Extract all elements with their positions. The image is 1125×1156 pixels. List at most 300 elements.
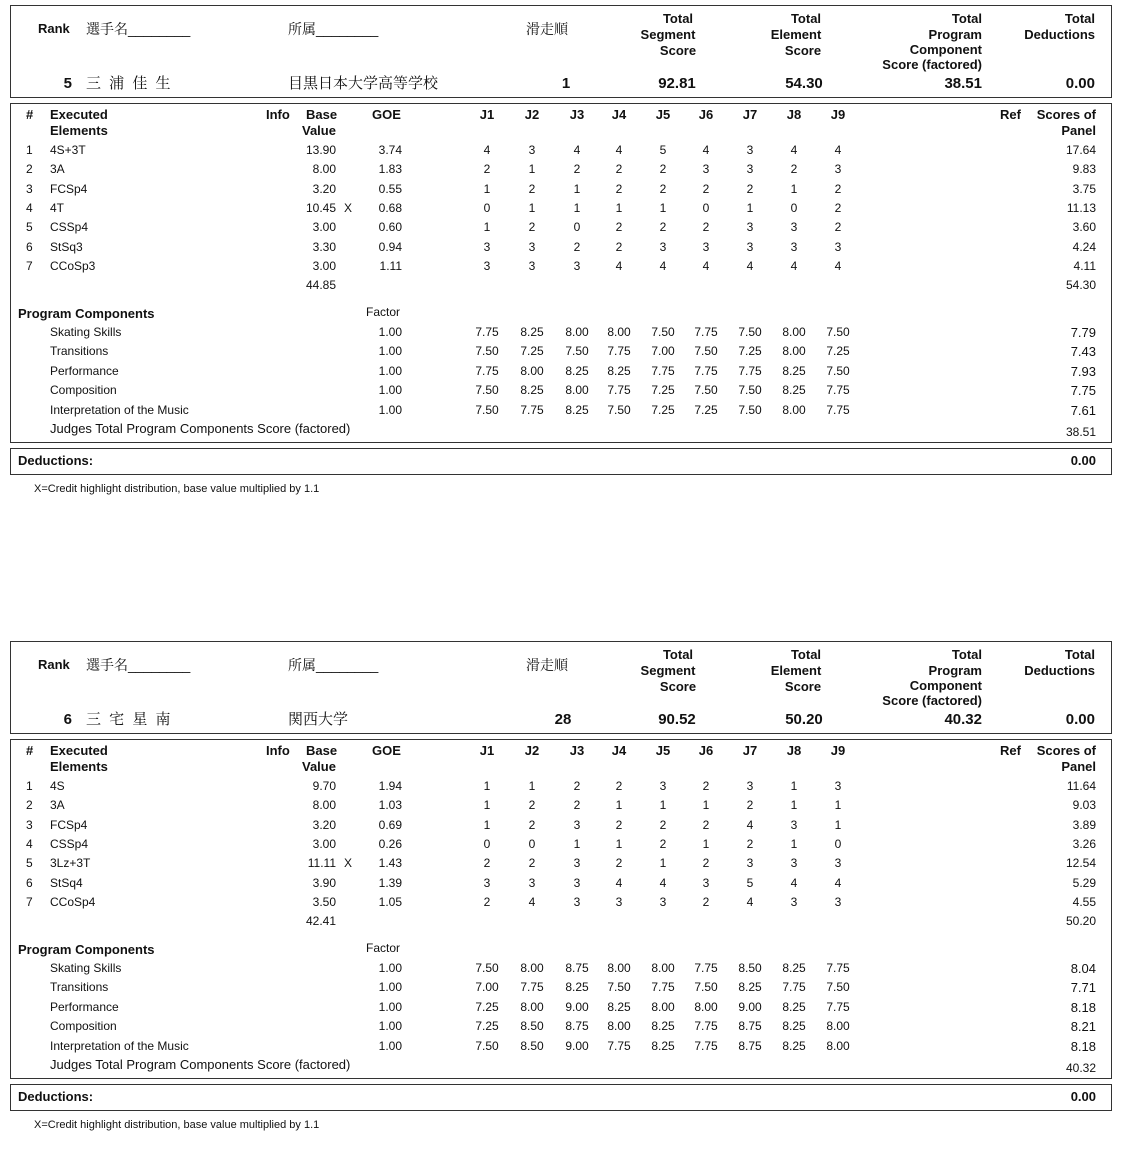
component-judge-score-j2: 7.75: [520, 980, 544, 995]
component-factor: 1.00: [378, 363, 402, 378]
element-judge-score-j4: 1: [615, 836, 623, 851]
element-number: 4: [26, 836, 33, 851]
element-judge-score-j7: 3: [746, 779, 754, 793]
col-panel-2: Panel: [1061, 123, 1096, 138]
elements-total: 54.30: [1065, 278, 1096, 292]
component-judge-score-j6: 8.00: [694, 999, 718, 1014]
component-judge-score-j9: 7.50: [826, 325, 850, 339]
element-judge-score-j9: 2: [834, 220, 842, 235]
element-judge-score-j6: 3: [702, 875, 710, 890]
col-j2: J2: [524, 107, 540, 122]
element-panel-score: 3.26: [1072, 836, 1096, 851]
element-judge-score-j3: 2: [573, 798, 581, 813]
element-judge-score-j9: 3: [834, 894, 842, 909]
component-judge-score-j7: 7.50: [738, 325, 762, 339]
element-judge-score-j9: 1: [834, 817, 842, 832]
component-judge-score-j9: 7.75: [826, 402, 850, 417]
element-judge-score-j2: 3: [528, 143, 536, 157]
component-judge-score-j7: 8.50: [738, 961, 762, 975]
element-goe: 0.55: [378, 181, 402, 196]
component-judge-score-j5: 7.50: [651, 325, 675, 339]
element-panel-score: 5.29: [1072, 875, 1096, 890]
col-j3: J3: [569, 107, 585, 122]
element-name: 3A: [50, 798, 65, 813]
score-sheet-skater-1: [0, 0, 1125, 520]
component-judge-score-j4: 7.75: [607, 344, 631, 359]
factor-label: Factor: [366, 305, 401, 319]
component-factor: 1.00: [378, 999, 402, 1014]
component-judge-score-j5: 8.25: [651, 1038, 675, 1053]
element-name: 4S+3T: [50, 143, 86, 157]
tss-value: 90.52: [658, 711, 696, 728]
element-judge-score-j1: 1: [483, 779, 491, 793]
element-judge-score-j6: 1: [702, 798, 710, 813]
component-judge-score-j2: 8.00: [520, 363, 544, 378]
score-sheet-skater-2: [0, 636, 1125, 1156]
pcs-label-2: Program: [928, 663, 982, 678]
col-j3: J3: [569, 743, 585, 758]
col-panel-2: Panel: [1061, 759, 1096, 774]
col-j8: J8: [786, 743, 802, 758]
element-judge-score-j3: 3: [573, 817, 581, 832]
component-judge-score-j7: 8.75: [738, 1019, 762, 1034]
col-base: Base: [306, 107, 338, 122]
element-base-value: 11.11: [307, 856, 336, 871]
element-base-value: 3.20: [312, 181, 336, 196]
component-judge-score-j9: 7.75: [826, 999, 850, 1014]
component-name: Composition: [50, 383, 117, 398]
component-judge-score-j2: 7.25: [520, 344, 544, 359]
component-judge-score-j1: 7.25: [475, 1019, 499, 1034]
element-judge-score-j2: 3: [528, 239, 536, 254]
program-components-heading: Program Components: [18, 942, 155, 957]
col-elements: Elements: [50, 123, 108, 138]
element-judge-score-j9: 4: [834, 258, 842, 273]
element-judge-score-j7: 1: [746, 200, 754, 215]
element-goe: 3.74: [378, 143, 402, 157]
element-judge-score-j5: 2: [659, 836, 667, 851]
deductions-label: Deductions:: [18, 453, 94, 468]
pcs-value: 38.51: [944, 75, 982, 92]
component-judge-score-j1: 7.50: [475, 383, 499, 398]
component-panel-score: 7.75: [1070, 383, 1096, 399]
element-judge-score-j6: 2: [702, 856, 710, 871]
element-judge-score-j9: 4: [834, 143, 842, 157]
component-judge-score-j8: 8.00: [782, 344, 806, 359]
component-judge-score-j3: 8.00: [565, 325, 589, 339]
element-judge-score-j6: 2: [702, 817, 710, 832]
element-judge-score-j3: 1: [573, 836, 581, 851]
element-judge-score-j5: 5: [659, 143, 667, 157]
element-base-value: 3.00: [312, 836, 336, 851]
component-judge-score-j8: 8.25: [782, 363, 806, 378]
col-executed: Executed: [50, 743, 108, 758]
deductions-label: Deductions:: [18, 1089, 94, 1104]
element-base-value: 8.00: [312, 162, 336, 177]
component-judge-score-j9: 8.00: [826, 1038, 850, 1053]
element-name: 4T: [50, 200, 65, 215]
element-number: 7: [26, 894, 33, 909]
element-judge-score-j6: 3: [702, 162, 710, 177]
component-judge-score-j4: 8.00: [607, 1019, 631, 1034]
element-number: 5: [26, 856, 33, 871]
element-judge-score-j1: 2: [483, 856, 491, 871]
col-info: Info: [266, 743, 290, 758]
element-judge-score-j2: 0: [528, 836, 536, 851]
component-name: Skating Skills: [50, 961, 122, 975]
skater-name: 三 浦 佳 生: [86, 75, 173, 92]
component-name: Performance: [50, 999, 119, 1014]
component-factor: 1.00: [378, 1019, 402, 1034]
jtpcs-value: 40.32: [1065, 1061, 1096, 1075]
component-judge-score-j7: 7.50: [738, 383, 762, 398]
component-judge-score-j6: 7.75: [694, 1038, 718, 1053]
col-j6: J6: [698, 107, 714, 122]
element-judge-score-j2: 2: [528, 181, 536, 196]
component-judge-score-j1: 7.50: [475, 1038, 499, 1053]
col-j2: J2: [524, 743, 540, 758]
col-j1: J1: [479, 743, 495, 758]
element-judge-score-j3: 0: [573, 220, 581, 235]
component-name: Skating Skills: [50, 325, 122, 339]
component-judge-score-j9: 7.50: [826, 980, 850, 995]
component-judge-score-j7: 7.75: [738, 363, 762, 378]
tss-label-2: Segment: [640, 663, 696, 678]
component-judge-score-j4: 7.75: [607, 383, 631, 398]
element-judge-score-j8: 4: [790, 875, 798, 890]
component-factor: 1.00: [378, 980, 402, 995]
rank-label: Rank: [38, 657, 70, 672]
component-judge-score-j8: 8.25: [782, 1038, 806, 1053]
element-judge-score-j2: 3: [528, 875, 536, 890]
component-judge-score-j9: 7.50: [826, 363, 850, 378]
component-judge-score-j1: 7.50: [475, 344, 499, 359]
component-judge-score-j1: 7.25: [475, 999, 499, 1014]
component-judge-score-j2: 8.00: [520, 961, 544, 975]
component-judge-score-j7: 9.00: [738, 999, 762, 1014]
element-judge-score-j8: 1: [790, 779, 798, 793]
element-number: 4: [26, 200, 33, 215]
tes-value: 54.30: [785, 75, 823, 92]
tss-label-3: Score: [659, 679, 697, 694]
element-judge-score-j3: 2: [573, 779, 581, 793]
component-judge-score-j3: 9.00: [565, 999, 589, 1014]
pcs-label-1: Total: [951, 11, 982, 26]
col-goe: GOE: [372, 743, 401, 758]
skater-club: 関西大学: [288, 711, 349, 728]
element-judge-score-j3: 3: [573, 875, 581, 890]
col-j9: J9: [830, 743, 846, 758]
element-name: 3Lz+3T: [50, 856, 91, 871]
col-elements: Elements: [50, 759, 108, 774]
element-judge-score-j2: 2: [528, 817, 536, 832]
element-judge-score-j4: 2: [615, 162, 623, 177]
rank-value: 5: [63, 75, 72, 92]
elements-total: 50.20: [1065, 914, 1096, 928]
element-judge-score-j7: 4: [746, 258, 754, 273]
element-number: 5: [26, 220, 33, 235]
element-base-value: 3.00: [312, 258, 336, 273]
element-judge-score-j6: 3: [702, 239, 710, 254]
element-judge-score-j1: 1: [483, 181, 491, 196]
order-label: 滑走順: [526, 657, 568, 673]
element-goe: 1.94: [378, 779, 402, 793]
component-judge-score-j3: 8.25: [565, 402, 589, 417]
col-ref: Ref: [1000, 743, 1021, 758]
element-judge-score-j7: 4: [746, 894, 754, 909]
element-panel-score: 11.13: [1066, 200, 1096, 215]
component-judge-score-j7: 7.25: [738, 344, 762, 359]
element-goe: 0.68: [378, 200, 402, 215]
ded-value: 0.00: [1065, 75, 1095, 92]
element-name: StSq4: [50, 875, 83, 890]
element-goe: 1.05: [378, 894, 402, 909]
ded-label-1: Total: [1064, 11, 1095, 26]
jtpcs-label: Judges Total Program Components Score (factored): [50, 421, 351, 436]
element-judge-score-j4: 2: [615, 181, 623, 196]
element-judge-score-j7: 2: [746, 836, 754, 851]
pcs-label-4: Score (factored): [882, 693, 982, 708]
pcs-value: 40.32: [944, 711, 982, 728]
component-judge-score-j8: 8.25: [782, 1019, 806, 1034]
element-base-value: 3.20: [312, 817, 336, 832]
element-judge-score-j8: 0: [790, 200, 798, 215]
col-j8: J8: [786, 107, 802, 122]
ded-label-2: Deductions: [1024, 663, 1095, 678]
element-number: 6: [26, 875, 33, 890]
rank-value: 6: [63, 711, 72, 728]
component-judge-score-j6: 7.50: [694, 344, 718, 359]
element-judge-score-j7: 3: [746, 143, 754, 157]
jtpcs-label: Judges Total Program Components Score (factored): [50, 1057, 351, 1072]
deductions-value: 0.00: [1070, 453, 1096, 468]
element-judge-score-j6: 4: [702, 258, 710, 273]
component-judge-score-j5: 7.75: [651, 363, 675, 378]
component-judge-score-j2: 8.00: [520, 999, 544, 1014]
tss-label-2: Segment: [640, 27, 696, 42]
element-judge-score-j8: 2: [790, 162, 798, 177]
component-name: Transitions: [50, 980, 109, 995]
element-judge-score-j7: 2: [746, 798, 754, 813]
deductions-box: [10, 448, 1112, 475]
element-info: X: [344, 856, 353, 871]
col-ref: Ref: [1000, 107, 1021, 122]
element-judge-score-j3: 4: [573, 143, 581, 157]
component-judge-score-j8: 7.75: [782, 980, 806, 995]
col-j5: J5: [655, 743, 671, 758]
component-judge-score-j8: 8.25: [782, 999, 806, 1014]
component-factor: 1.00: [378, 961, 402, 975]
col-j1: J1: [479, 107, 495, 122]
tes-label-3: Score: [784, 679, 822, 694]
element-judge-score-j5: 2: [659, 817, 667, 832]
element-judge-score-j1: 4: [483, 143, 491, 157]
col-j7: J7: [742, 107, 758, 122]
element-panel-score: 3.75: [1072, 181, 1096, 196]
component-judge-score-j3: 8.75: [565, 961, 589, 975]
component-judge-score-j6: 7.75: [694, 363, 718, 378]
element-number: 1: [26, 143, 33, 157]
component-judge-score-j6: 7.25: [694, 402, 718, 417]
deductions-value: 0.00: [1070, 1089, 1096, 1104]
component-judge-score-j4: 7.50: [607, 980, 631, 995]
ded-label-1: Total: [1064, 647, 1095, 662]
element-judge-score-j2: 2: [528, 220, 536, 235]
element-judge-score-j5: 4: [659, 875, 667, 890]
element-judge-score-j9: 2: [834, 200, 842, 215]
element-judge-score-j9: 2: [834, 181, 842, 196]
col-info: Info: [266, 107, 290, 122]
component-judge-score-j3: 7.50: [565, 344, 589, 359]
col-j4: J4: [611, 107, 627, 122]
element-judge-score-j8: 1: [790, 798, 798, 813]
component-judge-score-j2: 7.75: [520, 402, 544, 417]
component-panel-score: 8.18: [1070, 1038, 1096, 1054]
element-judge-score-j5: 3: [659, 779, 667, 793]
element-judge-score-j8: 1: [790, 181, 798, 196]
component-factor: 1.00: [378, 325, 402, 339]
component-judge-score-j1: 7.50: [475, 961, 499, 975]
element-judge-score-j3: 3: [573, 856, 581, 871]
skater-name: 三 宅 星 南: [86, 711, 173, 728]
element-name: FCSp4: [50, 817, 88, 832]
element-judge-score-j2: 1: [528, 779, 536, 793]
element-judge-score-j5: 1: [659, 856, 667, 871]
element-base-value: 10.45: [305, 200, 336, 215]
element-base-value: 3.50: [312, 894, 336, 909]
element-judge-score-j3: 1: [573, 200, 581, 215]
component-judge-score-j3: 8.75: [565, 1019, 589, 1034]
element-panel-score: 9.03: [1072, 798, 1096, 813]
component-judge-score-j4: 7.75: [607, 1038, 631, 1053]
component-judge-score-j2: 8.50: [520, 1019, 544, 1034]
component-name: Transitions: [50, 344, 109, 359]
element-judge-score-j1: 2: [483, 894, 491, 909]
component-judge-score-j6: 7.50: [694, 383, 718, 398]
element-judge-score-j5: 4: [659, 258, 667, 273]
element-judge-score-j1: 1: [483, 817, 491, 832]
element-judge-score-j1: 3: [483, 258, 491, 273]
element-base-value: 8.00: [312, 798, 336, 813]
component-judge-score-j6: 7.50: [694, 980, 718, 995]
element-judge-score-j2: 2: [528, 856, 536, 871]
tss-value: 92.81: [658, 75, 696, 92]
start-order: 1: [561, 75, 571, 92]
component-judge-score-j6: 7.75: [694, 961, 718, 975]
element-judge-score-j5: 1: [659, 200, 667, 215]
element-goe: 1.11: [379, 258, 402, 273]
col-num: #: [26, 743, 34, 758]
col-j6: J6: [698, 743, 714, 758]
component-judge-score-j9: 8.00: [826, 1019, 850, 1034]
element-judge-score-j4: 2: [615, 220, 623, 235]
element-goe: 0.26: [378, 836, 402, 851]
component-name: Composition: [50, 1019, 117, 1034]
element-judge-score-j8: 3: [790, 220, 798, 235]
skater-club: 目黒日本大学高等学校: [288, 75, 439, 92]
component-judge-score-j4: 8.25: [607, 363, 631, 378]
order-label: 滑走順: [526, 21, 568, 37]
element-judge-score-j8: 3: [790, 894, 798, 909]
component-factor: 1.00: [378, 344, 402, 359]
component-judge-score-j1: 7.50: [475, 402, 499, 417]
element-name: CCoSp4: [50, 894, 96, 909]
element-judge-score-j4: 4: [615, 875, 623, 890]
element-judge-score-j4: 2: [615, 779, 623, 793]
element-name: CSSp4: [50, 836, 89, 851]
element-judge-score-j5: 1: [659, 798, 667, 813]
component-judge-score-j3: 8.25: [565, 363, 589, 378]
component-panel-score: 8.21: [1070, 1019, 1096, 1035]
component-judge-score-j2: 8.25: [520, 325, 544, 339]
element-judge-score-j2: 3: [528, 258, 536, 273]
element-goe: 0.69: [378, 817, 402, 832]
program-components-heading: Program Components: [18, 306, 155, 321]
element-judge-score-j5: 2: [659, 181, 667, 196]
element-info: X: [344, 200, 353, 215]
element-judge-score-j8: 3: [790, 239, 798, 254]
element-number: 2: [26, 162, 33, 177]
component-judge-score-j1: 7.75: [475, 363, 499, 378]
component-judge-score-j4: 8.00: [607, 961, 631, 975]
element-judge-score-j6: 4: [702, 143, 710, 157]
element-judge-score-j6: 2: [702, 181, 710, 196]
pcs-label-1: Total: [951, 647, 982, 662]
component-panel-score: 7.61: [1070, 402, 1096, 418]
element-judge-score-j7: 3: [746, 162, 754, 177]
footnote: X=Credit highlight distribution, base value multiplied by 1.1: [34, 1119, 320, 1131]
element-judge-score-j7: 3: [746, 220, 754, 235]
pcs-label-3: Component: [909, 42, 982, 57]
name-label: 選手名________: [86, 657, 191, 673]
tes-label-2: Element: [770, 663, 822, 678]
element-judge-score-j7: 5: [746, 875, 754, 890]
start-order: 28: [554, 711, 572, 728]
element-judge-score-j4: 1: [615, 798, 623, 813]
tss-label-1: Total: [662, 11, 694, 26]
element-number: 6: [26, 239, 33, 254]
element-judge-score-j6: 0: [702, 200, 710, 215]
element-judge-score-j6: 2: [702, 779, 710, 793]
element-panel-score: 4.11: [1073, 258, 1096, 273]
component-factor: 1.00: [378, 1038, 402, 1053]
element-judge-score-j5: 2: [659, 220, 667, 235]
element-judge-score-j1: 0: [483, 200, 491, 215]
tes-value: 50.20: [785, 711, 823, 728]
element-judge-score-j4: 2: [615, 817, 623, 832]
component-judge-score-j9: 7.25: [826, 344, 850, 359]
element-judge-score-j4: 4: [615, 143, 623, 157]
element-judge-score-j9: 3: [834, 239, 842, 254]
element-panel-score: 12.54: [1065, 856, 1096, 871]
club-label: 所属________: [288, 21, 379, 37]
component-panel-score: 8.18: [1070, 999, 1096, 1015]
col-j7: J7: [742, 743, 758, 758]
element-goe: 0.60: [378, 220, 402, 235]
col-value: Value: [302, 759, 336, 774]
element-judge-score-j2: 4: [528, 894, 536, 909]
element-goe: 1.39: [378, 875, 402, 890]
element-judge-score-j8: 3: [790, 817, 798, 832]
element-judge-score-j3: 3: [573, 258, 581, 273]
element-judge-score-j6: 2: [702, 220, 710, 235]
element-judge-score-j4: 1: [615, 200, 623, 215]
element-base-value: 3.00: [312, 220, 336, 235]
tss-label-3: Score: [659, 43, 697, 58]
element-judge-score-j1: 1: [483, 798, 491, 813]
element-judge-score-j8: 3: [790, 856, 798, 871]
element-judge-score-j9: 0: [834, 836, 842, 851]
